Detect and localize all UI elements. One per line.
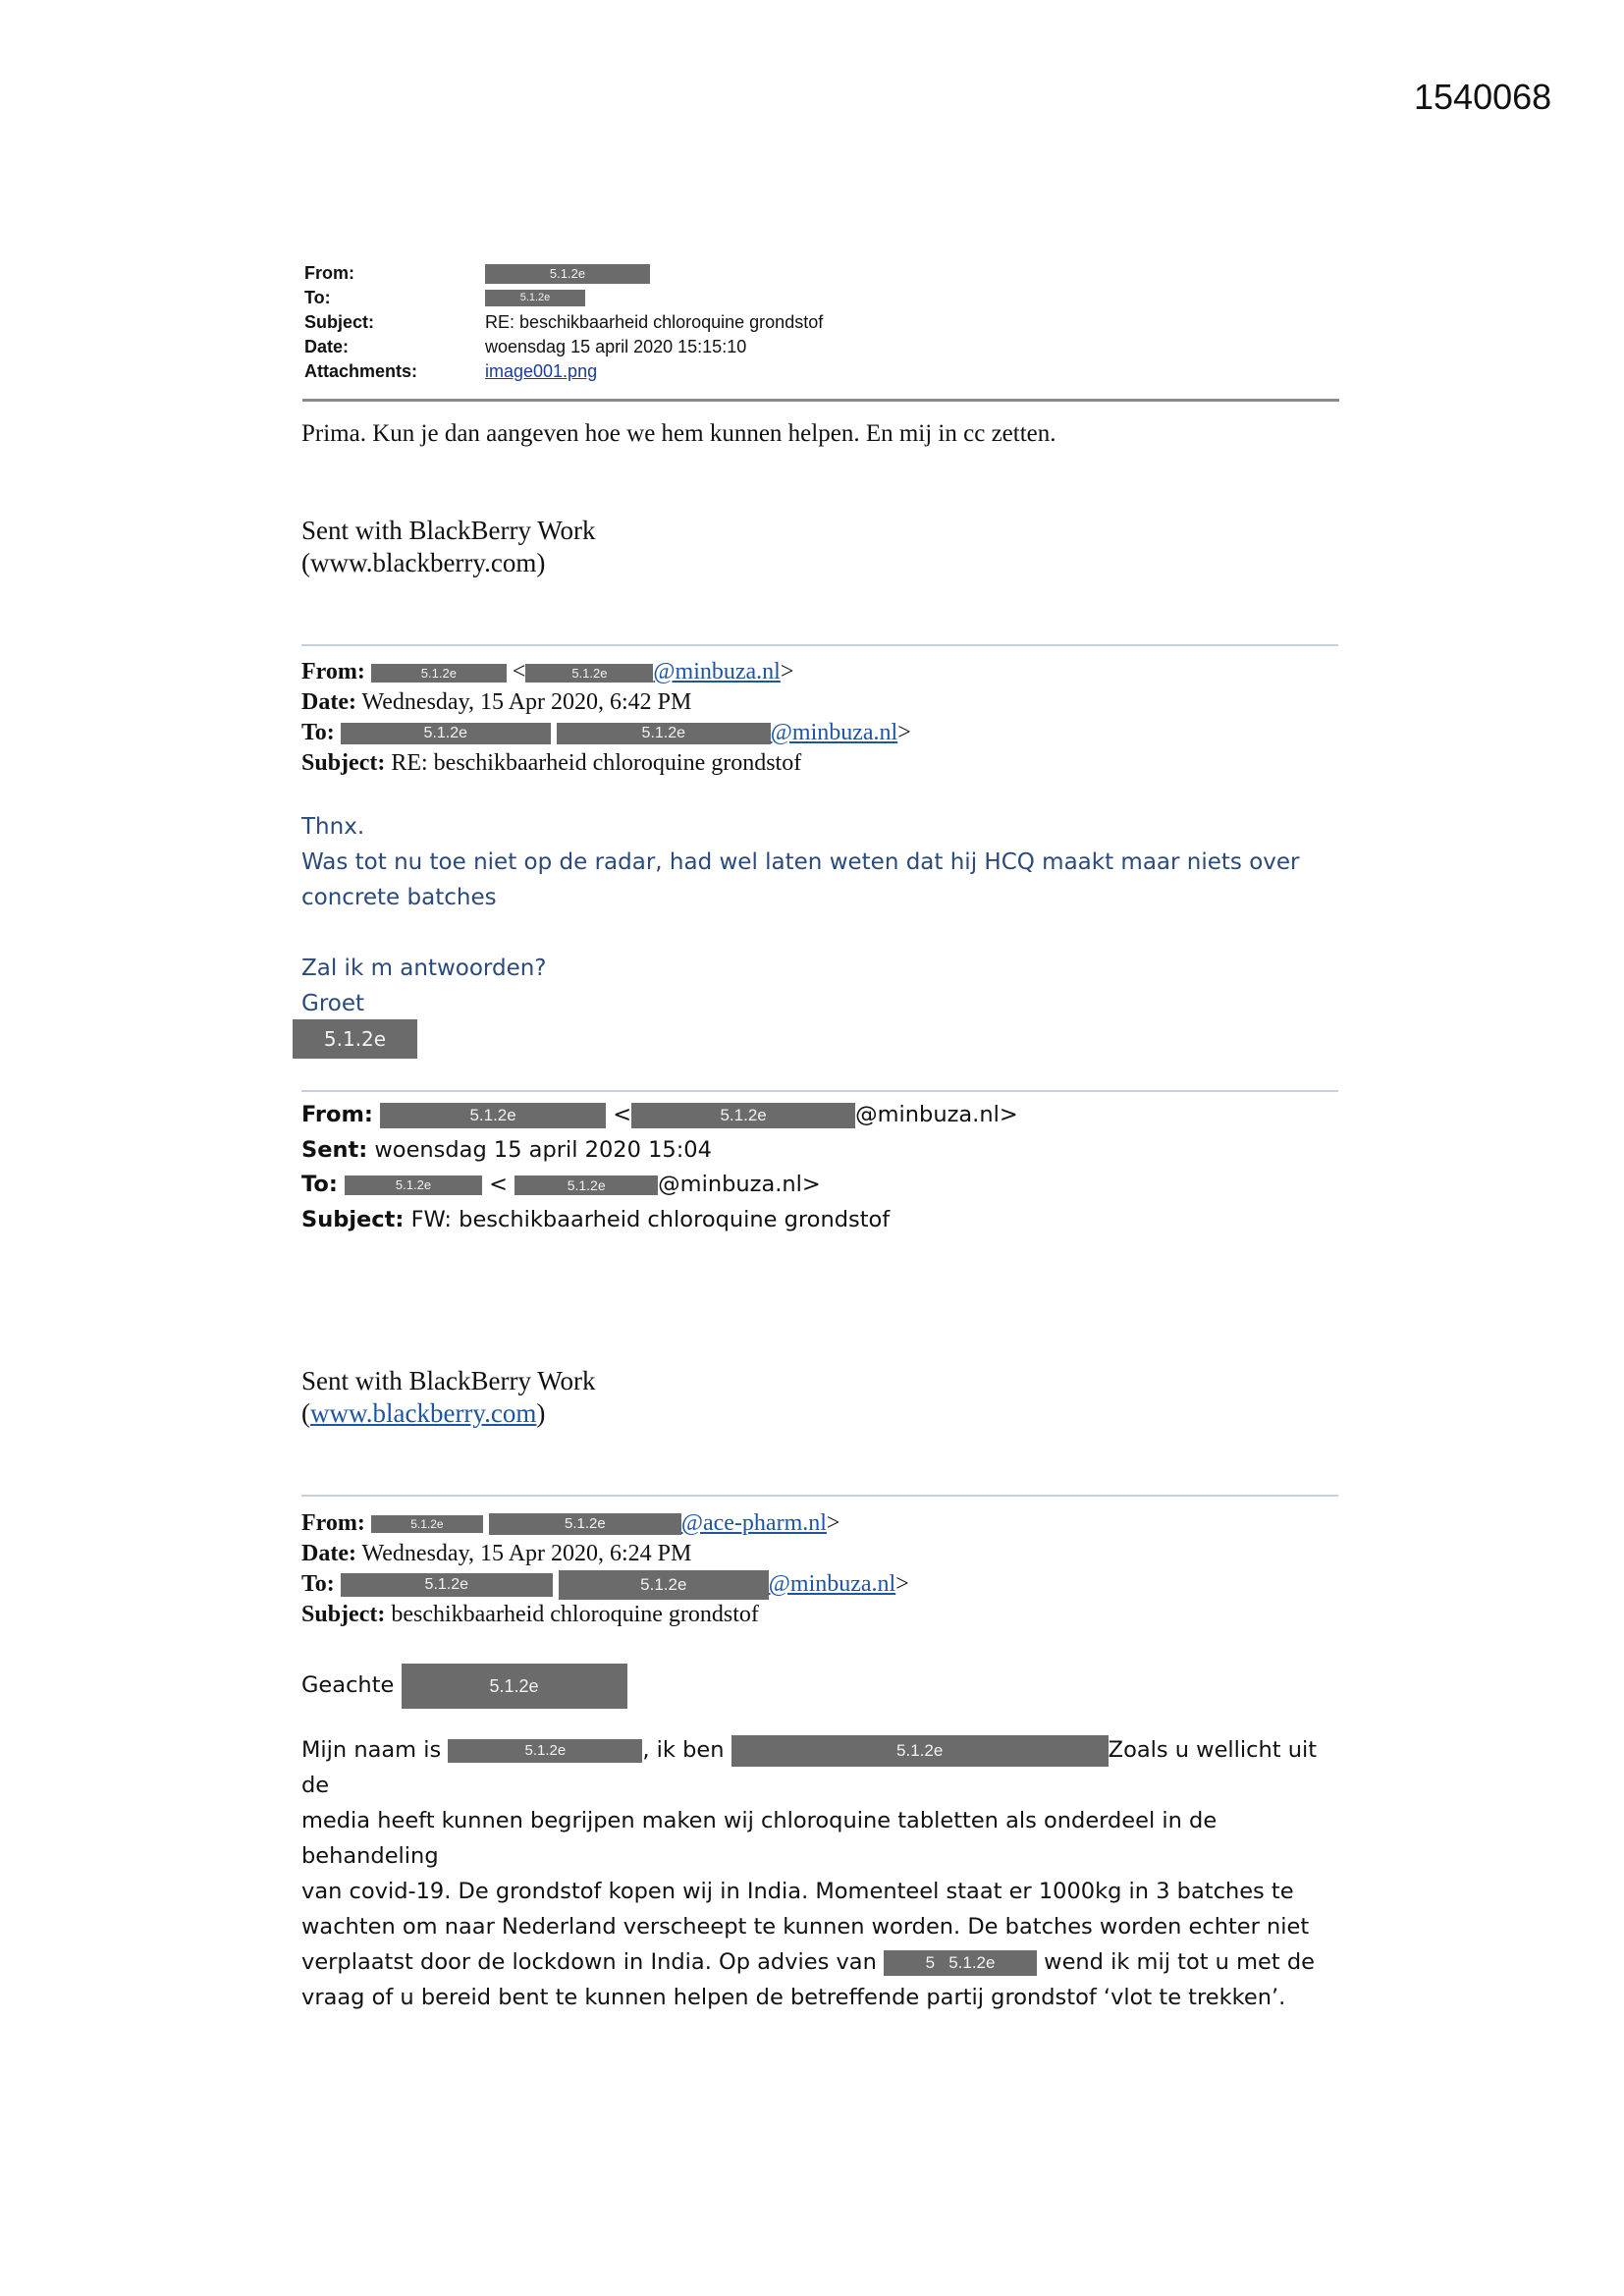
salutation-line	[301, 1662, 627, 1709]
email-domain: @minbuza.nl>	[658, 1172, 821, 1197]
bracket: <	[512, 659, 526, 684]
bracket: >	[780, 659, 794, 684]
text: wend ik mij tot u met de	[1044, 1949, 1315, 1975]
email-header	[304, 261, 823, 384]
to-label: To:	[301, 720, 335, 745]
redaction-box: 5.1.2e	[345, 1175, 482, 1195]
body-line: concrete batches	[301, 885, 497, 910]
body-line: wachten om naar Nederland verscheept te kunnen worden. De batches worden echter niet	[301, 1914, 1310, 1940]
email-domain-link[interactable]: @minbuza.nl	[770, 720, 898, 745]
reply-text: Prima. Kun je dan aangeven hoe we hem kunnen helpen. En mij in cc zetten.	[301, 420, 1056, 447]
date-value: Wednesday, 15 Apr 2020, 6:42 PM	[361, 689, 692, 715]
date-label: Date:	[304, 337, 350, 356]
msg4-body	[301, 1732, 1342, 2015]
to-label: To:	[304, 288, 331, 307]
date-label: Date:	[301, 689, 356, 715]
redaction-box: 5.1.2e	[631, 1103, 855, 1128]
bracket: >	[826, 1510, 840, 1536]
from-label: From:	[301, 1102, 373, 1127]
blackberry-link[interactable]: www.blackberry.com	[310, 1398, 537, 1428]
attachment-link[interactable]: image001.png	[485, 361, 598, 381]
sent-label: Sent:	[301, 1136, 368, 1163]
body-line: vraag of u bereid bent te kunnen helpen de betreffende partij grondstof ‘vlot te trekken’.	[301, 1985, 1286, 2010]
header-divider	[302, 399, 1339, 402]
from-label: From:	[301, 1510, 365, 1536]
body-line: van covid-19. De grondstof kopen wij in India. Momenteel staat er 1000kg in 3 batches te	[301, 1879, 1294, 1904]
redaction-box: 5.1.2e	[341, 1573, 553, 1597]
paren: (	[301, 1398, 310, 1428]
redaction-box: 5.1.2e	[731, 1735, 1109, 1767]
email-domain-link[interactable]: @minbuza.nl	[768, 1571, 896, 1597]
email-domain-link[interactable]: @minbuza.nl	[653, 659, 781, 684]
redaction-box: 5.1.2e	[525, 664, 653, 683]
bracket: <	[489, 1172, 508, 1197]
sent-with-line: Sent with BlackBerry Work	[301, 1366, 596, 1395]
redaction-box: 5.1.2e	[485, 290, 585, 306]
redaction-box: 5.1.2e	[371, 1515, 483, 1533]
redaction-box	[884, 1950, 1037, 1976]
email-domain-link[interactable]: @ace-pharm.nl	[680, 1510, 827, 1536]
subject-value: RE: beschikbaarheid chloroquine grondstof	[485, 312, 824, 332]
body-line: Groet	[301, 991, 365, 1016]
paren: )	[536, 1398, 546, 1428]
bracket: <	[613, 1102, 632, 1127]
signature	[301, 1365, 596, 1430]
body-line	[301, 1944, 1342, 1980]
redaction-code: 5.1.2e	[948, 1952, 996, 1972]
redaction-box: 5.1.2e	[485, 264, 650, 284]
from-label: From:	[301, 659, 365, 684]
body-line: Thnx.	[301, 814, 365, 840]
bracket: >	[895, 1571, 909, 1597]
message-divider	[301, 644, 1338, 646]
attachments-label: Attachments:	[304, 361, 418, 381]
sent-url-line: (www.blackberry.com)	[301, 548, 546, 577]
subject-label: Subject:	[301, 1206, 405, 1232]
bracket: >	[897, 720, 911, 745]
body-line: Was tot nu toe niet op de radar, had wel laten weten dat hij HCQ maakt maar niets over	[301, 849, 1300, 875]
subject-value: RE: beschikbaarheid chloroquine grondstof	[391, 750, 802, 776]
msg3-header	[301, 1098, 1018, 1237]
msg2-header	[301, 657, 911, 779]
redaction-box: 5.1.2e	[402, 1664, 627, 1709]
msg4-header	[301, 1508, 909, 1630]
from-label: From:	[304, 263, 354, 283]
message-divider	[301, 1090, 1338, 1092]
date-value: woensdag 15 april 2020 15:15:10	[485, 337, 747, 356]
redaction-box: 5.1.2e	[557, 723, 771, 744]
redaction-box: 5.1.2e	[448, 1739, 642, 1763]
to-label: To:	[301, 1172, 338, 1197]
salutation: Geachte	[301, 1672, 395, 1698]
redaction-box: 5.1.2e	[341, 723, 551, 744]
msg2-body	[301, 809, 1300, 1021]
redaction-box: 5.1.2e	[514, 1175, 658, 1195]
subject-label: Subject:	[304, 312, 375, 332]
text: , ik ben	[642, 1737, 725, 1763]
redaction-box: 5.1.2e	[380, 1103, 606, 1128]
to-label: To:	[301, 1571, 335, 1597]
document-number: 1540068	[1414, 77, 1552, 117]
text: Mijn naam is	[301, 1737, 442, 1763]
sent-value: woensdag 15 april 2020 15:04	[374, 1136, 712, 1163]
body-line: media heeft kunnen begrijpen maken wij chloroquine tabletten als onderdeel in de behandeling	[301, 1808, 1218, 1869]
redaction-partial: 5	[925, 1952, 936, 1972]
message-divider	[301, 1495, 1338, 1497]
redaction-box: 5.1.2e	[489, 1513, 681, 1535]
redaction-box: 5.1.2e	[293, 1019, 417, 1059]
text: Zoals u wellicht uit de	[301, 1737, 1318, 1798]
redaction-box: 5.1.2e	[559, 1570, 769, 1600]
sent-with-line: Sent with BlackBerry Work	[301, 516, 596, 545]
redaction-box: 5.1.2e	[371, 664, 507, 683]
date-value: Wednesday, 15 Apr 2020, 6:24 PM	[361, 1541, 692, 1566]
body-line	[301, 1732, 1342, 1803]
subject-value: FW: beschikbaarheid chloroquine grondstof	[410, 1206, 891, 1232]
signature	[301, 515, 596, 579]
body-line: Zal ik m antwoorden?	[301, 956, 547, 981]
subject-label: Subject:	[301, 750, 386, 776]
text: verplaatst door de lockdown in India. Op advies van	[301, 1949, 877, 1975]
subject-label: Subject:	[301, 1602, 386, 1628]
date-label: Date:	[301, 1541, 356, 1566]
subject-value: beschikbaarheid chloroquine grondstof	[391, 1602, 759, 1628]
email-domain: @minbuza.nl>	[855, 1102, 1018, 1127]
